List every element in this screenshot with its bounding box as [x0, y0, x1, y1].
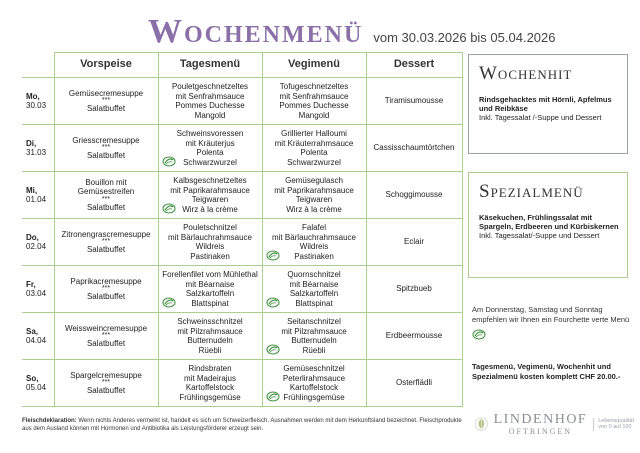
dish-line: Seitanschnitzel [287, 317, 341, 326]
date-range: vom 30.03.2026 bis 05.04.2026 [373, 30, 556, 45]
fourchette-verte-leaf-icon [162, 297, 176, 308]
dish-line: mit Kräuterrahmsauce [274, 138, 354, 148]
dish-line: Pastinaken [294, 251, 334, 261]
tagesmenue-cell [158, 266, 262, 313]
dish-line: mit Senfrahmsauce [175, 91, 245, 101]
dish-line: Tofugeschnetzeltes [279, 82, 349, 91]
fourchette-verte-leaf-icon [266, 391, 280, 402]
dish-line: mit Senfrahmsauce [279, 91, 349, 101]
logo-tagline [593, 418, 634, 431]
footnote-label: Fleischdeklaration: [22, 418, 77, 424]
dessert-cell: Osterflädli [366, 360, 462, 407]
day-name: Do, [26, 232, 39, 242]
table-row [22, 78, 462, 125]
dish-line: Wirz à la crème [286, 204, 342, 214]
separator: *** [101, 195, 111, 203]
dish-line: Forellenfilet vom Mühlethal [162, 270, 258, 279]
day-name: Mi, [26, 185, 38, 195]
dish-line: mit Béarnaise [289, 279, 339, 289]
day-label [22, 78, 54, 125]
dish-line: Pouletschnitzel [183, 223, 237, 232]
separator: *** [101, 238, 111, 245]
dish-line: Grillierter Halloumi [281, 129, 347, 138]
linden-leaf-logo-icon [474, 411, 489, 437]
dish-line: Frühlingsgemüse [179, 392, 241, 402]
dish-line: Teigwaren [295, 195, 333, 204]
fourchette-note [472, 305, 632, 340]
day-date: 01.04 [26, 195, 47, 204]
tagesmenue-cell [158, 360, 262, 407]
fourchette-verte-leaf-icon [266, 250, 280, 261]
dish-line: Falafel [301, 223, 326, 232]
dish-line: Mangold [194, 110, 226, 120]
dish-line: Gemüsegulasch [285, 176, 343, 185]
dish-line: Wildreis [299, 242, 329, 251]
dish-line: Schwarzwurzel [183, 157, 237, 167]
dish-line: Salatbuffet [86, 202, 126, 212]
dish-line: Salzkartoffeln [289, 289, 339, 298]
dish-line: Schwarzwurzel [287, 157, 341, 167]
dessert-cell: Eclair [366, 219, 462, 266]
column-header-dessert: Dessert [366, 53, 462, 78]
dish-line: mit Paprikarahmsauce [274, 185, 354, 195]
dish-line: mit Bärlauchrahmsauce [271, 232, 357, 242]
wochenhit-note: Inkl. Tagessalat /-Suppe und Dessert [479, 113, 602, 122]
spezialmenue-dish: Käsekuchen, Frühlingssalat mit Spargeln, Erdbeeren und Kürbiskernen [479, 213, 619, 231]
dish-line: Pommes Duchesse [175, 101, 245, 110]
dish-line: Polenta [196, 148, 224, 157]
separator: *** [101, 379, 111, 386]
column-header-vegimenue: Vegimenü [262, 53, 366, 78]
day-date: 31.03 [26, 148, 47, 157]
dish-line: Salatbuffet [86, 245, 126, 254]
vorspeise-cell [54, 360, 158, 407]
table-row [22, 172, 462, 219]
footnote-text: Wenn nichts Anderes vermerkt ist, handelt es sich um Schweizerfleisch. Ausnahmen werden mit dem Herkunftsland bezeichnet. Fleischprodukte aus dem Ausland können mit Hormonen und Antibiotika als Leistungsförderer erzeugt sein. [22, 418, 462, 432]
dish-line: Paprikacremesuppe [70, 276, 142, 286]
dish-line: Salatbuffet [86, 386, 126, 395]
dish-line: Butternudeln [291, 336, 337, 345]
dessert-cell: Erdbeermousse [366, 313, 462, 360]
vorspeise-cell [54, 172, 158, 219]
wochenhit-title: Wochenhit [479, 63, 573, 84]
dish-line: Peterlirahmsauce [282, 373, 346, 383]
logo-tagline-1: Lebensqualität [598, 417, 634, 424]
vegimenue-cell [262, 219, 366, 266]
dish-line: Rüebli [302, 345, 326, 355]
vorspeise-cell [54, 313, 158, 360]
table-row [22, 266, 462, 313]
dish-line: Blattspinat [191, 298, 229, 308]
dish-line: mit Madeirajus [183, 373, 236, 383]
dish-line: Wirz à la crème [182, 204, 238, 214]
dish-line: Wildreis [195, 242, 225, 251]
dish-line: Blattspinat [295, 298, 333, 308]
dish-line: mit Bärlauchrahmsauce [167, 232, 253, 242]
dish-line: mit Pilzrahmsauce [281, 326, 347, 336]
dish-line: Spargelcremesuppe [70, 370, 142, 380]
dish-line: Salatbuffet [86, 339, 126, 348]
vegimenue-cell [262, 172, 366, 219]
header [148, 14, 555, 50]
tagesmenue-cell [158, 172, 262, 219]
dish-line: mit Kräuterjus [185, 138, 235, 148]
day-label [22, 125, 54, 172]
vorspeise-cell [54, 125, 158, 172]
vegimenue-cell [262, 78, 366, 125]
dish-line: Rindsbraten [188, 364, 232, 373]
menu-body [22, 78, 462, 407]
tagesmenue-cell [158, 78, 262, 125]
fourchette-verte-leaf-icon [266, 344, 280, 355]
spezialmenue-box [468, 172, 628, 278]
dessert-cell: Schoggimousse [366, 172, 462, 219]
day-label [22, 172, 54, 219]
dish-line: Gemüseschnitzel [283, 364, 345, 373]
dish-line: Gemüsestreifen [77, 187, 135, 197]
logo-name: LINDENHOF [493, 411, 588, 427]
combo-price: Tagesmenü, Vegimenü, Wochenhit und Spezialmenü kosten komplett CHF 20.00.- [472, 362, 621, 381]
day-label [22, 313, 54, 360]
table-row [22, 125, 462, 172]
dish-line: Kartoffelstock [185, 383, 235, 392]
day-date: 04.04 [26, 336, 47, 345]
spezialmenue-title: Spezialmenü [479, 181, 584, 202]
fourchette-verte-leaf-icon [162, 203, 176, 214]
dish-line: Quornschnitzel [287, 270, 341, 279]
spezialmenue-note: Inkl. Tagessalat/-Suppe und Dessert [479, 231, 600, 240]
dish-line: Salatbuffet [86, 104, 126, 113]
dessert-cell: Spitzbueb [366, 266, 462, 313]
dish-line: Polenta [300, 148, 328, 157]
logo-tagline-2: von 0 auf 100 [598, 424, 632, 430]
vegimenue-cell [262, 266, 366, 313]
day-name: So, [26, 373, 39, 383]
dish-line: Bouillon mit [85, 177, 127, 187]
day-date: 02.04 [26, 242, 47, 251]
fourchette-text: Am Donnerstag, Samstag und Sonntag empfehlen wir Ihnen ein Fourchette verte Menü [472, 305, 630, 324]
tagesmenue-cell [158, 219, 262, 266]
tagesmenue-cell [158, 313, 262, 360]
dish-line: Kartoffelstock [289, 383, 339, 392]
day-label [22, 266, 54, 313]
dish-line: Frühlingsgemüse [283, 392, 345, 402]
column-header-vorspeise: Vorspeise [54, 53, 158, 78]
dish-line: Schweinsvoressen [176, 129, 244, 138]
dish-line: Zitronengrascremesuppe [61, 229, 151, 239]
day-name: Fr, [26, 279, 36, 289]
tagesmenue-cell [158, 125, 262, 172]
footnote [22, 418, 462, 433]
table-row [22, 360, 462, 407]
separator: *** [101, 285, 111, 292]
dessert-cell: Cassisschaumtörtchen [366, 125, 462, 172]
wochenhit-dish: Rindsgehacktes mit Hörnli, Apfelmus und Reibkäse [479, 95, 612, 113]
page-title: Wochenmenü [148, 13, 364, 50]
logo-place: OFTRINGEN [508, 426, 573, 436]
dish-line: Gemüsecremesuppe [68, 88, 144, 98]
dish-line: Rüebli [198, 345, 222, 355]
dish-line: Butternudeln [187, 336, 233, 345]
dish-line: Kalbsgeschnetzeltes [173, 176, 247, 185]
vorspeise-cell [54, 219, 158, 266]
day-date: 05.04 [26, 383, 47, 392]
separator: *** [101, 144, 111, 151]
menu-table [22, 52, 463, 407]
table-row [22, 313, 462, 360]
dish-line: Salatbuffet [86, 292, 126, 301]
vegimenue-cell [262, 360, 366, 407]
day-date: 03.04 [26, 289, 47, 298]
day-name: Sa, [26, 326, 39, 336]
dish-line: Pommes Duchesse [279, 101, 349, 110]
fourchette-verte-leaf-icon [472, 329, 486, 340]
vorspeise-cell [54, 266, 158, 313]
day-label [22, 360, 54, 407]
separator: *** [101, 97, 111, 104]
dish-line: Pastinaken [190, 251, 230, 261]
dish-line: Pouletgeschnetzeltes [171, 82, 249, 91]
day-name: Mo, [26, 91, 40, 101]
fourchette-verte-leaf-icon [162, 156, 176, 167]
dish-line: Griesscremesuppe [72, 135, 140, 145]
vegimenue-cell [262, 125, 366, 172]
dish-line: Mangold [298, 110, 330, 120]
dish-line: Weissweincremesuppe [64, 323, 148, 333]
lindenhof-logo [474, 409, 634, 439]
dish-line: Teigwaren [191, 195, 229, 204]
corner-cell [22, 53, 54, 78]
dish-line: Salatbuffet [86, 151, 126, 160]
day-name: Di, [26, 138, 37, 148]
dish-line: mit Pilzrahmsauce [177, 326, 243, 336]
day-label [22, 219, 54, 266]
fourchette-verte-leaf-icon [266, 297, 280, 308]
dish-line: Schweinsschnitzel [177, 317, 243, 326]
vorspeise-cell [54, 78, 158, 125]
day-date: 30.03 [26, 101, 47, 110]
separator: *** [101, 332, 111, 339]
dish-line: Salzkartoffeln [185, 289, 235, 298]
wochenhit-box [468, 54, 628, 154]
dish-line: mit Paprikarahmsauce [170, 185, 250, 195]
column-header-tagesmenue: Tagesmenü [158, 53, 262, 78]
table-row [22, 219, 462, 266]
dish-line: mit Béarnaise [185, 279, 235, 289]
vegimenue-cell [262, 313, 366, 360]
dessert-cell: Tiramisumousse [366, 78, 462, 125]
